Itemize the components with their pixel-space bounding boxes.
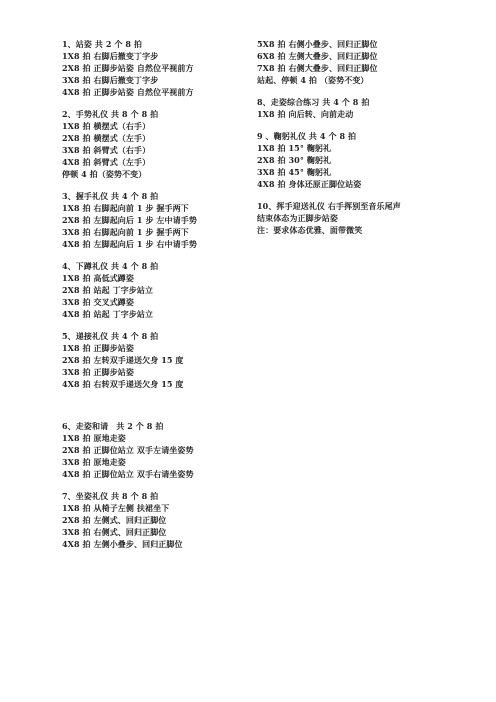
section-heading: 9 、鞠躬礼仪 共 4 个 8 拍 — [257, 131, 357, 141]
section-heading: 1、站姿 共 2 个 8 拍 — [62, 39, 143, 49]
section-line: 6X8 拍 左侧大叠步、回归正脚位 — [257, 51, 378, 61]
section-line: 7X8 拍 右侧大叠步、回归正脚位 — [257, 63, 378, 73]
section-5 — [62, 330, 252, 390]
section-line: 2X8 拍 左脚起向后 1 步 左中请手势 — [62, 215, 197, 225]
section-4 — [257, 200, 447, 236]
section-line: 2X8 拍 30° 鞠躬礼 — [257, 155, 332, 165]
section-line: 站起、停顿 4 拍 （姿势不变） — [257, 75, 369, 85]
section-2 — [62, 108, 252, 180]
section-line: 3X8 拍 右脚起向前 1 步 握手两下 — [62, 227, 189, 237]
section-3 — [62, 190, 252, 250]
section-line: 3X8 拍 45° 鞠躬礼 — [257, 167, 332, 177]
right-column — [257, 38, 447, 246]
section-line: 1X8 拍 横摆式（右手） — [62, 121, 151, 131]
section-line: 2X8 拍 左转双手递送欠身 15 度 — [62, 355, 184, 365]
section-line: 2X8 拍 左侧式、回归正脚位 — [62, 515, 167, 525]
section-line: 结束体态为正脚步站姿 — [257, 213, 338, 223]
section-line: 注：要求体态优雅、面带微笑 — [257, 225, 363, 235]
section-line: 停顿 4 拍（姿势不变） — [62, 169, 147, 179]
section-line: 4X8 拍 斜臂式（左手） — [62, 157, 151, 167]
section-line: 4X8 拍 正脚步站姿 自然位平视前方 — [62, 87, 194, 97]
section-line: 1X8 拍 从椅子左侧 扶裙坐下 — [62, 503, 170, 513]
section-heading: 7、坐姿礼仪 共 8 个 8 拍 — [62, 491, 159, 501]
section-line: 1X8 拍 右脚起向前 1 步 握手两下 — [62, 203, 189, 213]
section-line: 3X8 拍 正脚步站姿 — [62, 367, 135, 377]
section-heading: 8、走姿综合练习 共 4 个 8 拍 — [257, 97, 370, 107]
section-heading: 6、走姿和请 共 2 个 8 拍 — [62, 421, 164, 431]
section-line: 3X8 拍 原地走姿 — [62, 457, 126, 467]
section-line: 2X8 拍 站起 丁字步站立 — [62, 285, 154, 295]
section-line: 1X8 拍 右脚后撤变丁字步 — [62, 51, 159, 61]
section-3 — [257, 130, 447, 190]
section-line: 4X8 拍 左侧小叠步、回归正脚位 — [62, 539, 183, 549]
section-heading: 10、挥手迎送礼仪 右手挥别至音乐尾声 — [257, 201, 401, 211]
section-heading: 2、手势礼仪 共 8 个 8 拍 — [62, 109, 159, 119]
left-column — [62, 38, 252, 560]
section-line: 1X8 拍 高低式蹲姿 — [62, 273, 135, 283]
section-1 — [62, 38, 252, 98]
section-4 — [62, 260, 252, 320]
section-line: 1X8 拍 原地走姿 — [62, 433, 126, 443]
section-line: 3X8 拍 斜臂式（右手） — [62, 145, 151, 155]
section-heading: 3、握手礼仪 共 4 个 8 拍 — [62, 191, 159, 201]
section-line: 3X8 拍 右脚后撤变丁字步 — [62, 75, 159, 85]
section-6 — [62, 420, 252, 480]
section-heading: 5、递接礼仪 共 4 个 8 拍 — [62, 331, 159, 341]
section-line: 2X8 拍 横摆式（左手） — [62, 133, 151, 143]
section-line: 1X8 拍 向后转、向前走动 — [257, 109, 354, 119]
section-1 — [257, 38, 447, 86]
section-heading: 4、下蹲礼仪 共 4 个 8 拍 — [62, 261, 159, 271]
section-line: 1X8 拍 15° 鞠躬礼 — [257, 143, 332, 153]
section-line: 2X8 拍 正脚位站立 双手左请坐姿势 — [62, 445, 194, 455]
section-2 — [257, 96, 447, 120]
section-line: 2X8 拍 正脚步站姿 自然位平视前方 — [62, 63, 194, 73]
section-line: 3X8 拍 交叉式蹲姿 — [62, 297, 135, 307]
section-line: 4X8 拍 站起 丁字步站立 — [62, 309, 154, 319]
section-line: 5X8 拍 右侧小叠步、回归正脚位 — [257, 39, 378, 49]
section-line: 4X8 拍 正脚位站立 双手右请坐姿势 — [62, 469, 194, 479]
section-line: 1X8 拍 正脚步站姿 — [62, 343, 135, 353]
section-7 — [62, 490, 252, 550]
section-line: 3X8 拍 右侧式、回归正脚位 — [62, 527, 167, 537]
section-line: 4X8 拍 身体还原正脚位站姿 — [257, 179, 362, 189]
section-line: 4X8 拍 右转双手递送欠身 15 度 — [62, 379, 184, 389]
section-line: 4X8 拍 左脚起向后 1 步 右中请手势 — [62, 239, 197, 249]
